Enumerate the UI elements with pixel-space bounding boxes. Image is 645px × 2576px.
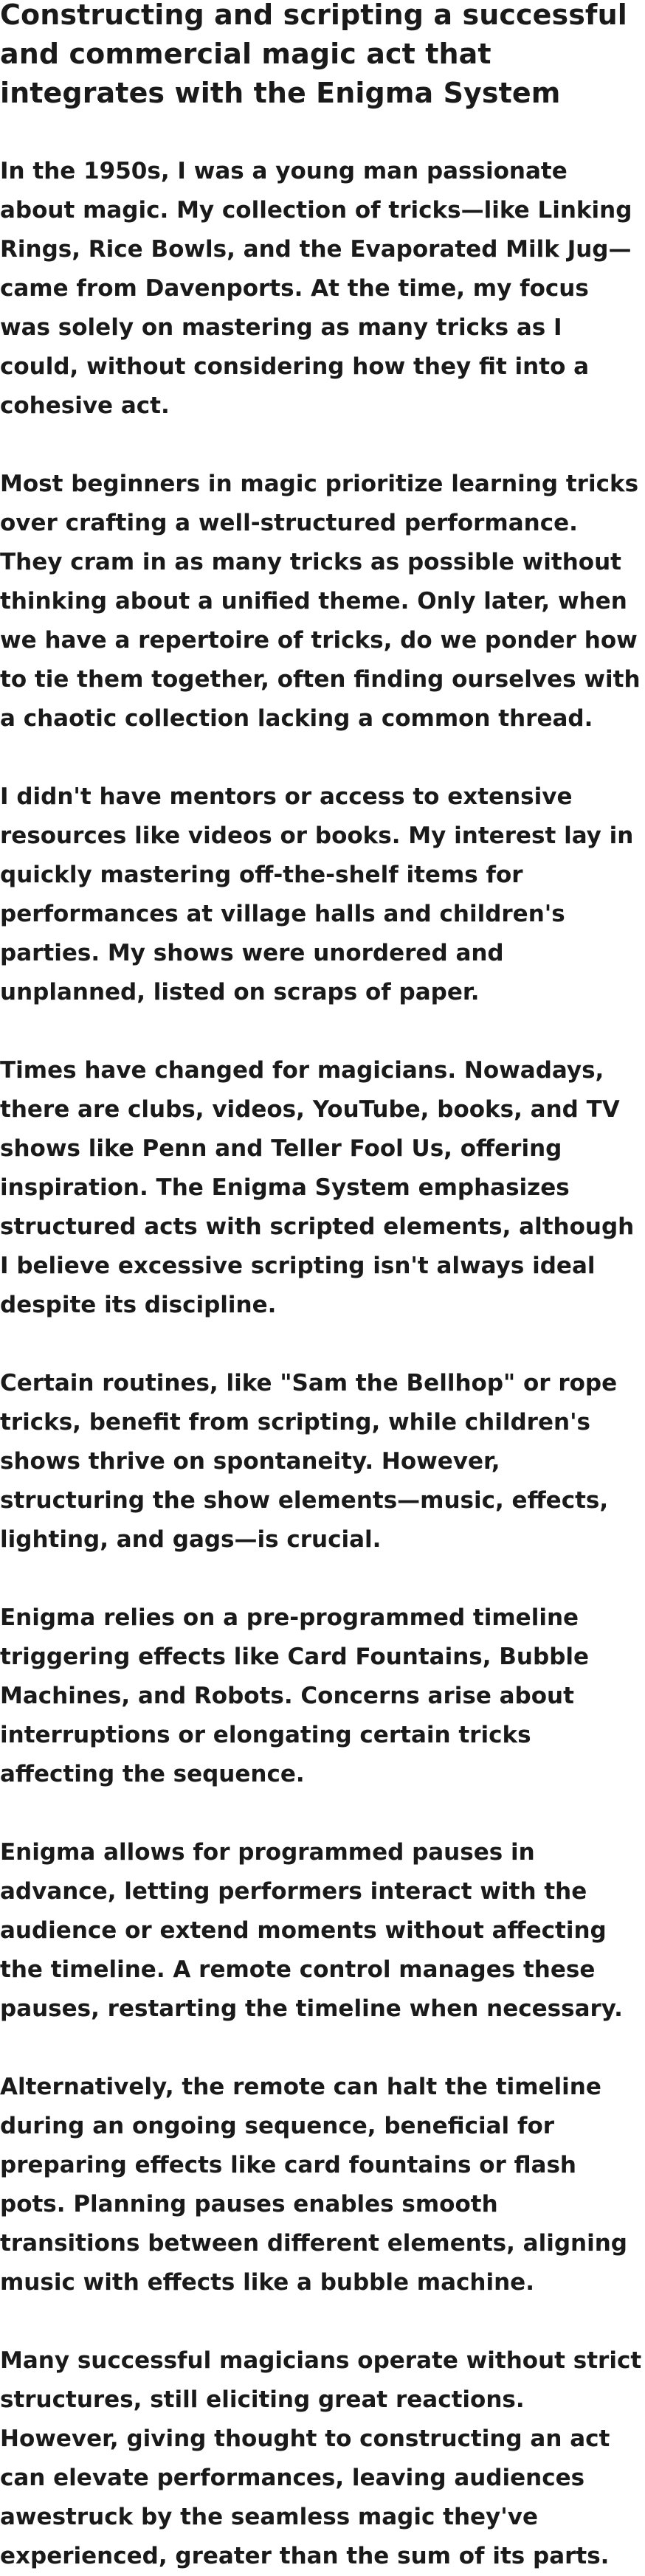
article-paragraph-8: Alternatively, the remote can halt the timeline during an ongoing sequence, beneficial for preparing effects like card fountains or flash pots. Planning pauses enables smooth transitions between different elements, aligning music with effects like a bubble machine.	[0, 2074, 627, 2296]
article-paragraph-5: Certain routines, like "Sam the Bellhop" or rope tricks, benefit from scripting, while children's shows thrive on spontaneity. However, structuring the show elements—music, effects, lighting, and gags—is crucial.	[0, 1370, 618, 1553]
article-paragraph-9: Many successful magicians operate without strict structures, still eliciting great reactions. However, giving thought to constructing an act can elevate performances, leaving audiences awestruck by the seamless magic they've experienced, greater than the sum of its parts.	[0, 2347, 642, 2569]
article-paragraph-4: Times have changed for magicians. Nowadays, there are clubs, videos, YouTube, books, and TV shows like Penn and Teller Fool Us, offering inspiration. The Enigma System emphasizes structured acts with scripted elements, although I believe excessive scripting isn't always ideal despite its discipline.	[0, 1057, 635, 1318]
article-title: Constructing and scripting a successful and commercial magic act that integrates with the Enigma System	[0, 0, 627, 109]
article-paragraph-7: Enigma allows for programmed pauses in advance, letting performers interact with the audience or extend moments without affecting the timeline. A remote control manages these pauses, restarting the timeline when necessary.	[0, 1839, 623, 2022]
article-paragraph-3: I didn't have mentors or access to extensive resources like videos or books. My interest lay in quickly mastering off-the-shelf items for performances at village halls and children's parties. My shows were unordered and unplanned, listed on scraps of paper.	[0, 783, 634, 1005]
article-paragraph-2: Most beginners in magic prioritize learning tricks over crafting a well-structured performance. They cram in as many tricks as possible without thinking about a unified theme. Only later, when we have a repertoire of tricks, do we ponder how to tie them together, often finding ourselves with a chaotic collection lacking a common thread.	[0, 471, 641, 732]
article-paragraph-1: In the 1950s, I was a young man passionate about magic. My collection of tricks—like Linking Rings, Rice Bowls, and the Evaporated Milk Jug—came from Davenports. At the time, my focus was solely on mastering as many tricks as I could, without considering how they fit into a cohesive act.	[0, 158, 632, 419]
article-paragraph-6: Enigma relies on a pre-programmed timeline triggering effects like Card Fountains, Bubble Machines, and Robots. Concerns arise about interruptions or elongating certain tricks affecting the sequence.	[0, 1604, 590, 1787]
